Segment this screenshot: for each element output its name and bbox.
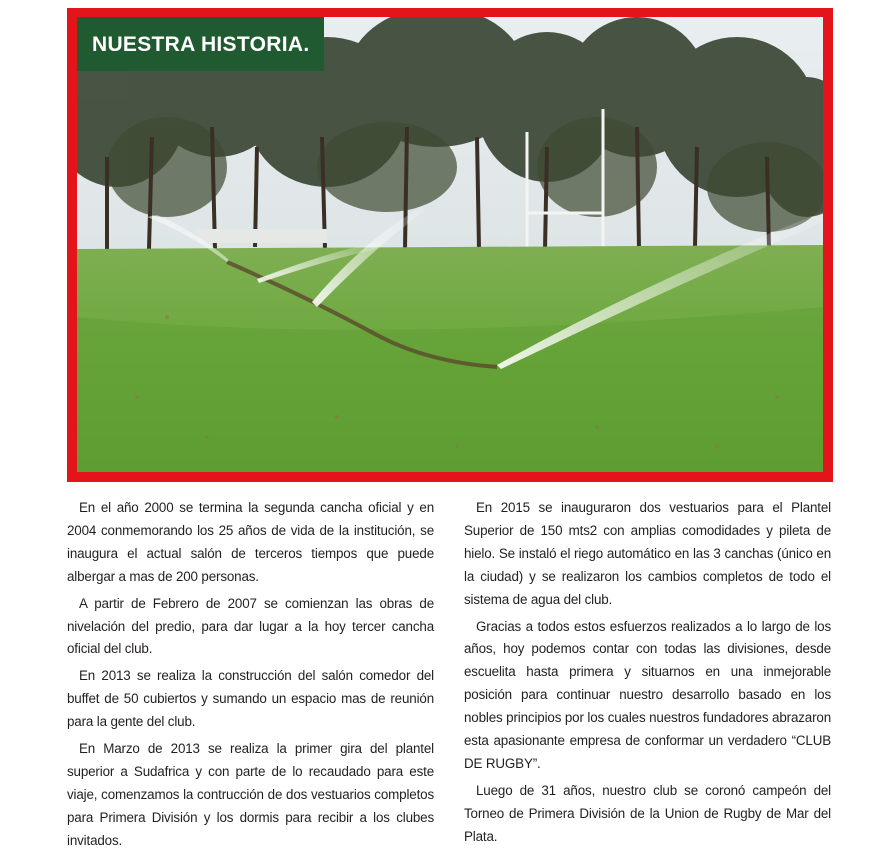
article-body	[67, 497, 834, 857]
article-column-right	[464, 497, 831, 853]
field-photo	[77, 17, 823, 472]
paragraph: Luego de 31 años, nuestro club se coronó campeón del Torneo de Primera División de la Union de Rugby de Mar del Plata.	[464, 782, 831, 844]
paragraph: En 2013 se realiza la construcción del salón comedor del buffet de 50 cubiertos y sumando un espacio mas de reunión para la gente del club.	[67, 668, 434, 730]
paragraph: En el año 2000 se termina la segunda cancha oficial y en 2004 conmemorando los 25 años de vida de la institución, se inaugura el actual salón de terceros tiempos que puede albergar a mas de 200 personas.	[67, 500, 434, 584]
section-title: NUESTRA HISTORIA.	[77, 17, 324, 71]
paragraph: Gracias a todos estos esfuerzos realizados a lo largo de los años, hoy podemos contar con todas las divisiones, desde escuelita hasta primera y situarnos en una inmejorable posición para continuar nuestro desarrollo basado en los nobles principios por los cuales nuestros fundadores abrazaron esta apasionante empresa de conformar un verdadero “CLUB DE RUGBY”.	[464, 618, 831, 771]
photo-frame	[67, 8, 833, 482]
field-illustration	[77, 17, 823, 472]
paragraph: En Marzo de 2013 se realiza la primer gira del plantel superior a Sudafrica y con parte de lo recaudado para este viaje, comenzamos la contrucción de dos vestuarios completos para Primera División y los dormis para recibir a los clubes invitados.	[67, 741, 434, 848]
article-column-left	[67, 497, 434, 857]
paragraph: En 2015 se inauguraron dos vestuarios para el Plantel Superior de 150 mts2 con amplias comodidades y pileta de hielo. Se instaló el riego automático en las 3 canchas (único en la ciudad) y se realizaron los cambios completos de todo el sistema de agua del club.	[464, 500, 831, 607]
paragraph: A partir de Febrero de 2007 se comienzan las obras de nivelación del predio, para dar lugar a la hoy tercer cancha oficial del club.	[67, 595, 434, 657]
